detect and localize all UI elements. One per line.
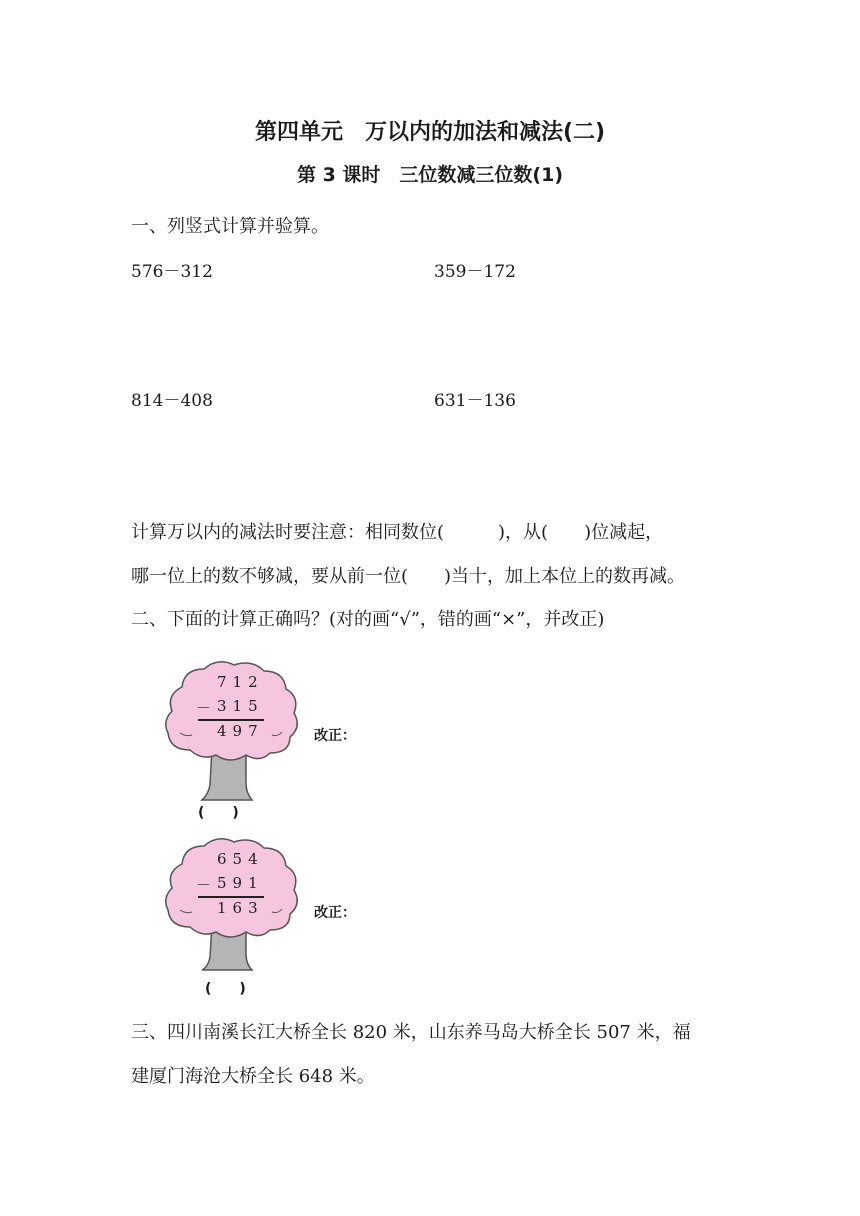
sum-rule xyxy=(198,719,264,721)
unit-title: 第四单元 万以内的加法和减法(二) xyxy=(254,120,606,145)
tree-problem-2 xyxy=(160,832,300,982)
note-line-1: 计算万以内的减法时要注意：相同数位( )，从( )位减起， xyxy=(131,522,664,543)
bottom-number: 315 xyxy=(217,697,264,715)
lesson-subtitle: 第 3 课时 三位数减三位数(1) xyxy=(296,164,564,186)
section1-heading: 一、列竖式计算并验算。 xyxy=(131,216,329,237)
top-number: 654 xyxy=(217,850,264,868)
minus-sign: － xyxy=(196,876,212,894)
sum-rule xyxy=(198,896,264,898)
top-number: 712 xyxy=(217,673,264,691)
fix-label-2: 改正： xyxy=(314,905,356,921)
result-number: 163 xyxy=(217,899,264,917)
result-number: 497 xyxy=(217,722,264,740)
section3-line-1: 三、四川南溪长江大桥全长 820 米，山东养马岛大桥全长 507 米，福 xyxy=(131,1022,691,1043)
note-line-2: 哪一位上的数不够减，要从前一位( )当十，加上本位上的数再减。 xyxy=(131,566,686,587)
problem-2: 359－172 xyxy=(434,262,516,282)
section2-heading: 二、下面的计算正确吗？(对的画“√”，错的画“×”，并改正) xyxy=(131,609,605,630)
section3-line-2: 建厦门海沧大桥全长 648 米。 xyxy=(131,1066,375,1087)
judge-blank-2[interactable]: ( ) xyxy=(205,981,246,997)
problem-1: 576－312 xyxy=(131,262,213,282)
judge-blank-1[interactable]: ( ) xyxy=(198,805,239,821)
problem-4: 631－136 xyxy=(434,391,516,411)
tree-problem-1 xyxy=(160,655,300,805)
bottom-number: 591 xyxy=(217,874,264,892)
problem-3: 814－408 xyxy=(131,391,213,411)
minus-sign: － xyxy=(196,699,212,717)
fix-label-1: 改正： xyxy=(314,728,356,744)
